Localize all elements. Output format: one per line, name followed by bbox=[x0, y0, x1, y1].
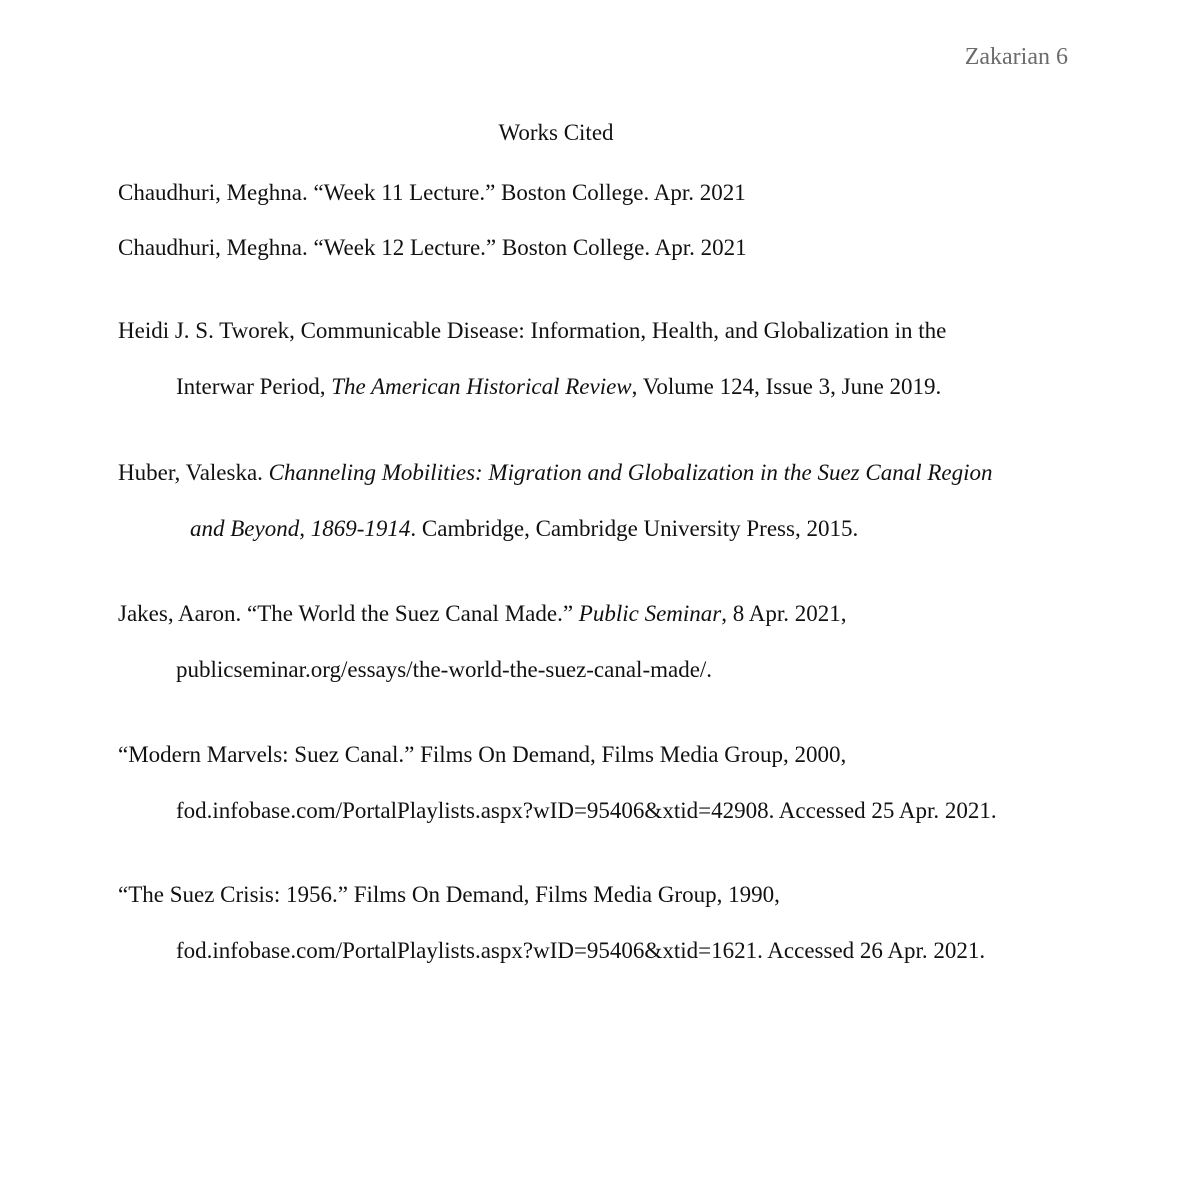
citation-entry-6-line-2 bbox=[176, 796, 997, 826]
citation-text: Jakes, Aaron. “The World the Suez Canal Made.” bbox=[118, 601, 579, 626]
citation-text: , 8 Apr. 2021, bbox=[721, 601, 847, 626]
citation-entry-1 bbox=[118, 178, 746, 208]
citation-entry-5-line-1 bbox=[118, 599, 846, 629]
citation-url: fod.infobase.com/PortalPlaylists.aspx?wID=95406&xtid=1621. Accessed 26 Apr. 2021. bbox=[176, 938, 986, 963]
citation-text: Huber, Valeska. bbox=[118, 460, 269, 485]
citation-entry-2 bbox=[118, 233, 747, 263]
citation-entry-4-line-1 bbox=[118, 458, 993, 488]
citation-text: Chaudhuri, Meghna. “Week 12 Lecture.” Boston College. Apr. 2021 bbox=[118, 235, 747, 260]
book-title: and Beyond, 1869-1914 bbox=[190, 516, 411, 541]
citation-text: , Volume 124, Issue 3, June 2019. bbox=[631, 374, 942, 399]
book-title: Channeling Mobilities: Migration and Globalization in the Suez Canal Region bbox=[268, 460, 993, 485]
page-title: Works Cited bbox=[498, 120, 614, 145]
citation-entry-7-line-1 bbox=[118, 880, 780, 910]
citation-entry-7-line-2 bbox=[176, 936, 985, 966]
journal-title: The American Historical Review bbox=[331, 374, 632, 399]
citation-text: . Cambridge, Cambridge University Press, 2015. bbox=[410, 516, 859, 541]
citation-entry-6-line-1 bbox=[118, 740, 846, 770]
citation-url: fod.infobase.com/PortalPlaylists.aspx?wID=95406&xtid=42908. Accessed 25 Apr. 2021. bbox=[176, 798, 997, 823]
citation-entry-3-line-1 bbox=[118, 316, 946, 346]
citation-text: Chaudhuri, Meghna. “Week 11 Lecture.” Boston College. Apr. 2021 bbox=[118, 180, 746, 205]
citation-url: publicseminar.org/essays/the-world-the-suez-canal-made/. bbox=[176, 657, 713, 682]
citation-text: “Modern Marvels: Suez Canal.” Films On Demand, Films Media Group, 2000, bbox=[118, 742, 847, 767]
citation-entry-5-line-2 bbox=[176, 655, 712, 685]
publication-title: Public Seminar bbox=[578, 601, 722, 626]
citation-entry-4-line-2 bbox=[190, 514, 858, 544]
citation-text: Heidi J. S. Tworek, Communicable Disease: Information, Health, and Globalization in the bbox=[118, 318, 947, 343]
citation-text: “The Suez Crisis: 1956.” Films On Demand, Films Media Group, 1990, bbox=[118, 882, 780, 907]
running-head: Zakarian 6 bbox=[964, 44, 1068, 70]
citation-entry-3-line-2 bbox=[176, 372, 941, 402]
citation-text: Interwar Period, bbox=[176, 374, 332, 399]
